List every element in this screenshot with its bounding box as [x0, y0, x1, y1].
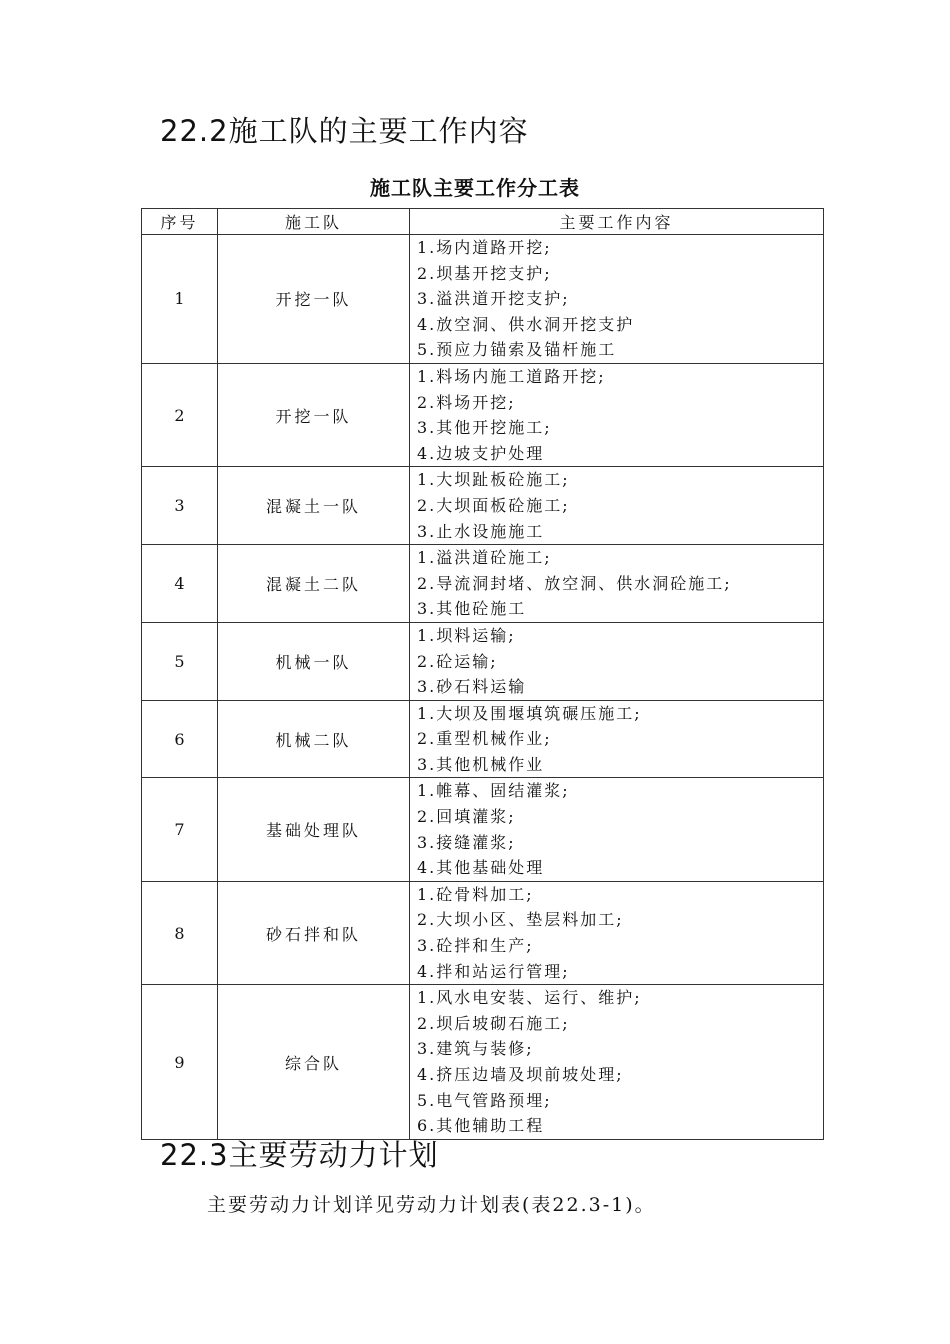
task-item: 3.砼拌和生产;: [417, 936, 534, 956]
task-item: 2.砼运输;: [417, 651, 498, 671]
task-item: 3.止水设施施工: [417, 521, 545, 541]
task-item: 3.接缝灌浆;: [417, 832, 516, 852]
row-number: 1: [142, 235, 218, 364]
task-item: 4.挤压边墙及坝前坡处理;: [417, 1065, 624, 1084]
task-item: 4.拌和站运行管理;: [417, 961, 570, 981]
table-header-row: [142, 209, 824, 235]
header-team: 施工队: [218, 209, 410, 235]
task-list: [410, 622, 824, 700]
task-item: 4.其他基础处理: [417, 858, 545, 878]
task-list: [410, 700, 824, 778]
table-row: [142, 467, 824, 545]
task-item: 1.料场内施工道路开挖;: [417, 366, 606, 386]
row-number: 7: [142, 778, 218, 881]
table-row: [142, 622, 824, 700]
task-item: 5.电气管路预埋;: [417, 1090, 552, 1110]
table-row: [142, 778, 824, 881]
task-item: 4.边坡支护处理: [417, 443, 545, 463]
row-number: 5: [142, 622, 218, 700]
task-item: 1.帷幕、固结灌浆;: [417, 781, 570, 801]
header-number: 序号: [142, 209, 218, 235]
task-list: [410, 363, 824, 466]
task-list: [410, 985, 824, 1140]
task-item: 1.溢洪道砼施工;: [417, 548, 552, 568]
task-list: [410, 778, 824, 881]
team-name: 混凝土一队: [218, 467, 410, 545]
table-row: [142, 985, 824, 1140]
task-item: 5.预应力锚索及锚杆施工: [417, 340, 617, 360]
task-item: 4.放空洞、供水洞开挖支护: [417, 314, 635, 334]
team-name: 砂石拌和队: [218, 881, 410, 984]
task-item: 1.坝料运输;: [417, 625, 516, 645]
row-number: 8: [142, 881, 218, 984]
task-item: 1.砼骨料加工;: [417, 884, 534, 904]
task-item: 1.大坝趾板砼施工;: [417, 470, 570, 490]
task-item: 2.大坝小区、垫层料加工;: [417, 910, 624, 930]
team-name: 基础处理队: [218, 778, 410, 881]
team-name: 混凝土二队: [218, 545, 410, 623]
task-item: 2.坝基开挖支护;: [417, 263, 552, 283]
task-list: [410, 467, 824, 545]
table-row: [142, 363, 824, 466]
task-item: 3.溢洪道开挖支护;: [417, 289, 570, 309]
section-heading-22-3: 22.3主要劳动力计划: [160, 1138, 439, 1172]
table-row: [142, 545, 824, 623]
task-item: 3.其他砼施工: [417, 599, 527, 619]
table-title: 施工队主要工作分工表: [370, 176, 580, 200]
row-number: 9: [142, 985, 218, 1140]
body-paragraph: 主要劳动力计划详见劳动力计划表(表22.3-1)。: [207, 1194, 656, 1216]
row-number: 2: [142, 363, 218, 466]
task-item: 1.场内道路开挖;: [417, 238, 552, 257]
team-name: 综合队: [218, 985, 410, 1140]
team-name: 机械二队: [218, 700, 410, 778]
task-item: 2.大坝面板砼施工;: [417, 495, 570, 515]
task-item: 3.其他开挖施工;: [417, 418, 552, 438]
table-row: [142, 881, 824, 984]
team-name: 机械一队: [218, 622, 410, 700]
task-list: [410, 235, 824, 364]
task-item: 1.大坝及围堰填筑碾压施工;: [417, 703, 642, 723]
team-name: 开挖一队: [218, 235, 410, 364]
task-item: 2.回填灌浆;: [417, 807, 516, 827]
task-item: 3.建筑与装修;: [417, 1039, 534, 1059]
table-row: [142, 235, 824, 364]
row-number: 6: [142, 700, 218, 778]
task-list: [410, 545, 824, 623]
task-item: 6.其他辅助工程: [417, 1116, 545, 1136]
row-number: 4: [142, 545, 218, 623]
header-tasks: 主要工作内容: [410, 209, 824, 235]
work-division-table: [141, 208, 824, 1140]
task-item: 1.风水电安装、运行、维护;: [417, 988, 642, 1008]
task-item: 2.坝后坡砌石施工;: [417, 1013, 570, 1033]
table-row: [142, 700, 824, 778]
task-item: 2.料场开挖;: [417, 392, 516, 412]
task-item: 3.砂石料运输: [417, 677, 527, 697]
team-name: 开挖一队: [218, 363, 410, 466]
section-heading-22-2: 22.2施工队的主要工作内容: [160, 114, 529, 148]
row-number: 3: [142, 467, 218, 545]
task-item: 3.其他机械作业: [417, 754, 545, 774]
table-body: [142, 235, 824, 1140]
task-list: [410, 881, 824, 984]
task-item: 2.导流洞封堵、放空洞、供水洞砼施工;: [417, 573, 732, 593]
task-item: 2.重型机械作业;: [417, 729, 552, 749]
